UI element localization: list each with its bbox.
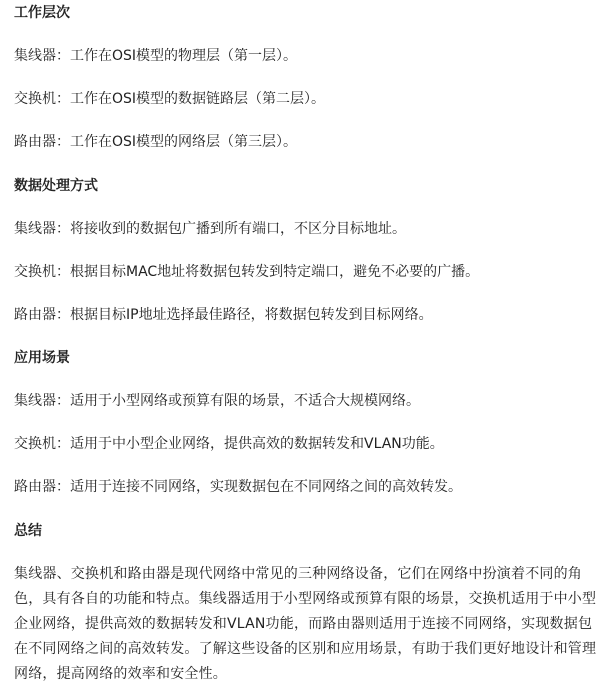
paragraph-router-processing: 路由器：根据目标IP地址选择最佳路径，将数据包转发到目标网络。 [14, 307, 433, 323]
section-title-data-processing: 数据处理方式 [14, 178, 98, 194]
section-title-summary: 总结 [14, 523, 42, 539]
paragraph-router-level: 路由器：工作在OSI模型的网络层（第三层）。 [14, 134, 298, 150]
section-title-use-cases: 应用场景 [14, 350, 70, 366]
paragraph-hub-use-case: 集线器：适用于小型网络或预算有限的场景，不适合大规模网络。 [14, 393, 420, 409]
paragraph-switch-level: 交换机：工作在OSI模型的数据链路层（第二层）。 [14, 91, 326, 107]
paragraph-summary: 集线器、交换机和路由器是现代网络中常见的三种网络设备，它们在网络中扮演着不同的角色，具有各自的功能和特点。集线器适用于小型网络或预算有限的场景，交换机适用于中小型企业网络，提供高效的数据转发和VLAN功能，而路由器则适用于连接不同网络，实现数据包在不同网络之间的高效转发。了解这些设备的区别和应用场景，有助于我们更好地设计和管理网络，提高网络的效率和安全性。 [14, 566, 597, 682]
section-title-work-levels: 工作层次 [14, 5, 70, 21]
paragraph-hub-level: 集线器：工作在OSI模型的物理层（第一层）。 [14, 48, 298, 64]
paragraph-switch-processing: 交换机：根据目标MAC地址将数据包转发到特定端口，避免不必要的广播。 [14, 264, 480, 280]
paragraph-router-use-case: 路由器：适用于连接不同网络，实现数据包在不同网络之间的高效转发。 [14, 479, 462, 495]
paragraph-hub-processing: 集线器：将接收到的数据包广播到所有端口，不区分目标地址。 [14, 221, 406, 237]
paragraph-switch-use-case: 交换机：适用于中小型企业网络，提供高效的数据转发和VLAN功能。 [14, 436, 444, 452]
